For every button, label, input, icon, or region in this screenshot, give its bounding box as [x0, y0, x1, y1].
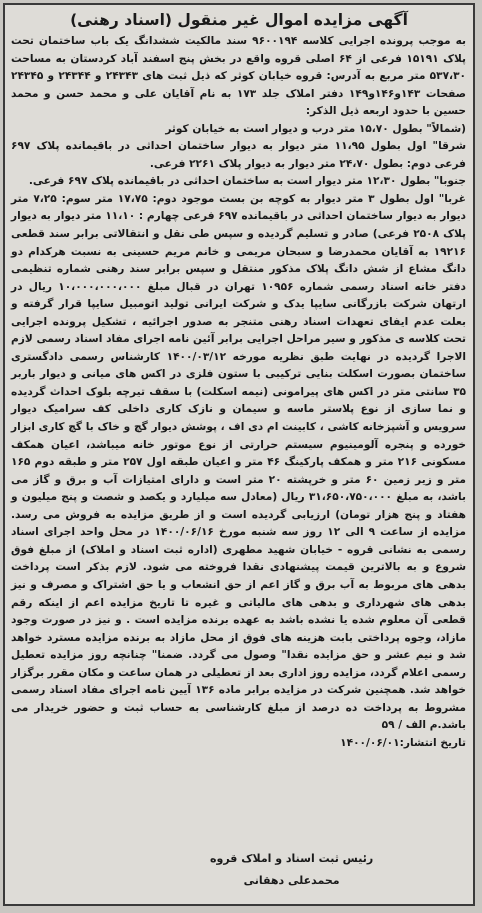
notice-paragraph-north: (شمالاً" بطول ۱۵،۷۰ متر درب و دیوار است به خیابان کوثر	[165, 122, 466, 135]
signature-name: محمدعلی دهقانی	[243, 874, 340, 887]
notice-paragraph-intro: به موجب پرونده اجرایی کلاسه ۹۶۰۰۱۹۴ سند مالکیت ششدانگ یک باب ساختمان تحت پلاک ۱۵۱۹۱ فرعی از ۶۴ اصلی قروه واقع در بخش پنج اسفند آباد کردستان به مساحت ۵۳۷،۳۰ متر مربع به آدرس: قروه خیابان کوثر که ذیل ثبت های ۲۴۳۴۳ و ۲۴۳۴۴ و ۲۴۳۴۵ صفحات ۱۴۳و۱۴۶و۱۴۹ دفتر املاک جلد ۱۷۳ به نام آقایان علی و محمد حسن و محمد حسین با حدود اربعه ذیل الذکر:	[11, 35, 466, 118]
signature-block	[210, 848, 373, 892]
notice-paragraph-west-and-terms: غربا" اول بطول ۳ متر دیوار به کوچه بن بست موجود دوم: ۱۷،۷۵ متر سوم: ۷،۲۵ متر دیوار به دیوار ساختمان احداثی در باقیمانده ۶۹۷ فرعی چهارم : ۱۱،۱۰ متر دیوار به دیوار پلاک ۲۵۰۸ فرعی) صادر و تسلیم گردیده و سپس طی نقل و انتقالاتی برابر سند قطعی ۱۹۲۱۶ به آقایان محمدرضا و سبحان مریمی و خانم مریم حسینی به نسبت هرکدام دو دانگ مشاع از شش دانگ پلاک مذکور منتقل و سپس برابر سند رهنی شماره تنظیمی دفتر خانه اسناد رسمی شماره ۱۰۹۵۶ تهران در قبال مبلغ ۱۰،۰۰۰،۰۰۰،۰۰۰ ریال در ارتهان شرکت بازرگانی سایپا یدک و شرکت ایرانی تولید اتومبیل سایپا قرار گرفته و بعلت عدم ایفای تعهدات اسناد رهنی متنجر به صدور اجرائیه ، تشکیل پرونده اجرایی تحت کلاسه ی مذکور و سیر مراحل اجرایی برابر آئین نامه اجرای مفاد اسناد رسمی لازم الاجرا گردیده در نهایت طبق نظریه مورخه ۱۴۰۰/۰۳/۱۲ کارشناس رسمی دادگستری ساختمان بصورت اسکلت بنایی ترکیبی با ستون فلزی در اکس های میانی و دیوار باربر ۳۵ سانتی متر در اکس های پیرامونی (نیمه اسکلت) با سقف تیرچه بلوک احداث گردیده و نما سازی از نوع پلاستر ماسه و سیمان و نازک کاری داخلی کف سرامیک دیوار سرویس و آشپزخانه کاشی ، کابینت ام دی اف ، پوشش دیوار گچ و خاک با گچ کاری ابزار خورده و پنجره آلومینیوم سیستم حرارتی از نوع موتور خانه میباشد، اعیان همکف مسکونی ۲۱۶ متر و همکف پارکینگ ۴۶ متر و اعیان طبقه اول ۲۵۷ متر و طبقه دوم ۱۶۵ متر و زیر زمین ۶۰ متر و خرپشته ۲۰ متر است و دارای امتیازات آب و برق و گاز می باشد، به مبلغ ۳۱،۶۵۰،۷۵۰،۰۰۰ ریال (معادل سه میلیارد و یکصد و شصت و پنج میلیون و هفتاد و پنج هزار تومان) ارزیابی گردیده است و از طریق مزایده به فروش می رسد. مزایده از ساعت ۹ الی ۱۲ روز سه شنبه مورخ ۱۴۰۰/۰۶/۱۶ در محل واحد اجرای اسناد رسمی به نشانی قروه - خیابان شهید مطهری (اداره ثبت اسناد و املاک) از مبلغ فوق شروع و به بالاترین قیمت پیشنهادی نقدا فروخته می شود. لازم بذکر است پرداخت بدهی های مربوط به آب برق و گاز اعم از حق انشعاب و یا حق اشتراک و مصرف و نیز بدهی های شهرداری و بدهی های مالیاتی و غیره تا تاریخ مزایده اعم از اینکه رقم قطعی آن معلوم شده یا نشده باشد به عهده برنده مزایده است . و نیز در صورت وجود مازاد، وجوه پرداختی بابت هزینه های فوق از محل مازاد به برنده مزایده مسترد خواهد شد و نیم عشر و حق مزایده نقدا" وصول می گردد. ضمنا" چنانچه روز مزایده تعطیل رسمی اعلام گردد، مزایده روز اداری بعد از تعطیلی در همان ساعت و مکان مقرر برگزار خواهد شد. همچنین شرکت در مزایده برابر ماده ۱۳۶ آیین نامه اجرای مفاد اسناد رسمی مشروط به پرداخت ده درصد از مبلغ کارشناسی به حساب ثبت و حضور خریدار می باشد.م الف / ۵۹	[11, 192, 467, 732]
notice-clipping	[3, 3, 475, 906]
notice-publish-date: تاریخ انتشار:۱۴۰۰/۰۶/۰۱	[340, 736, 466, 749]
notice-body	[5, 33, 473, 752]
notice-title: آگهی مزایده اموال غیر منقول (اسناد رهنی)	[70, 11, 408, 29]
notice-paragraph-south: جنوبا" بطول ۱۲،۳۰ متر دیوار است به ساختمان احداثی در باقیمانده پلاک ۶۹۷ فرعی.	[28, 175, 466, 188]
signature-title: رئیس ثبت اسناد و املاک قروه	[210, 852, 374, 865]
notice-paragraph-east: شرقا" اول بطول ۱۱،۹۵ متر دیوار به دیوار ساختمان احداثی در باقیمانده پلاک ۶۹۷ فرعی دوم: بطول ۲۴،۷۰ متر دیوار به دیوار پلاک ۲۲۶۱ فرعی.	[11, 140, 466, 170]
